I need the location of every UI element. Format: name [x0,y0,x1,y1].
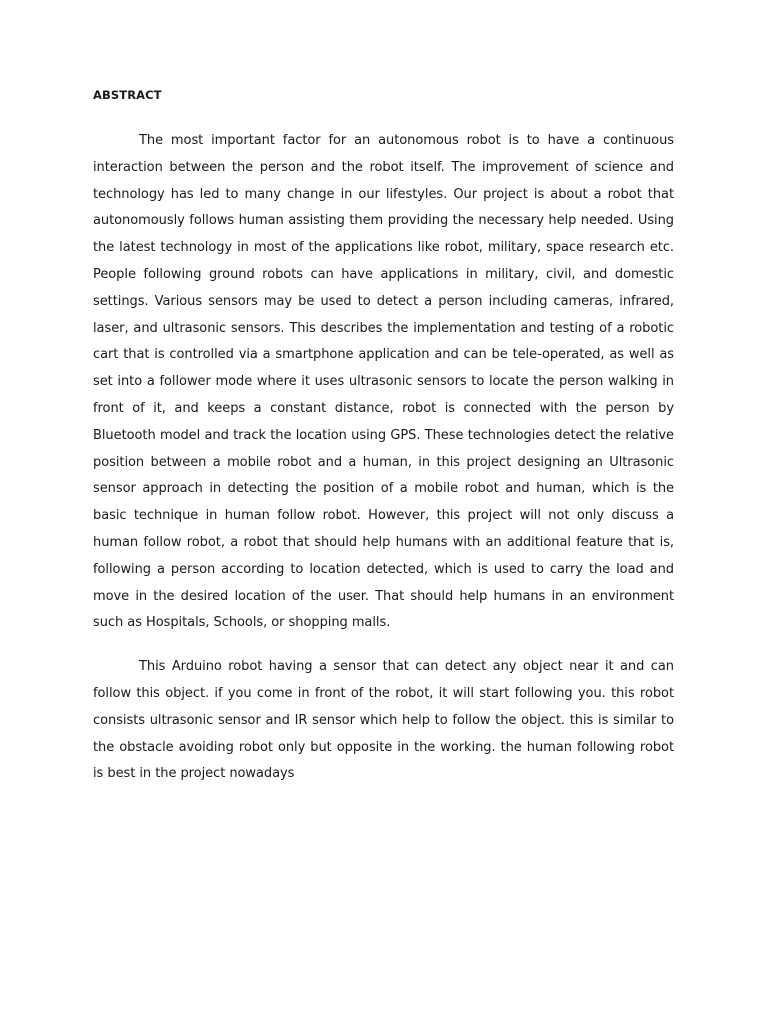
abstract-heading: ABSTRACT [93,88,162,102]
document-body [93,86,674,788]
abstract-paragraph-2: This Arduino robot having a sensor that can detect any object near it and can follow this object. if you come in front of the robot, it will start following you. this robot consists ultrasonic sensor and IR sensor which help to follow the object. this is similar to the obstacle avoiding robot only but opposite in the working. the human following robot is best in the project nowadays [93,659,674,782]
abstract-paragraph-1: The most important factor for an autonomous robot is to have a continuous interaction between the person and the robot itself. The improvement of science and technology has led to many change in our lifestyles. Our project is about a robot that autonomously follows human assisting them providing the necessary help needed. Using the latest technology in most of the applications like robot, military, space research etc. People following ground robots can have applications in military, civil, and domestic settings. Various sensors may be used to detect a person including cameras, infrared, laser, and ultrasonic sensors. This describes the implementation and testing of a robotic cart that is controlled via a smartphone application and can be tele-operated, as well as set into a follower mode where it uses ultrasonic sensors to locate the person walking in front of it, and keeps a constant distance, robot is connected with the person by Bluetooth model and track the location using GPS. These technologies detect the relative position between a mobile robot and a human, in this project designing an Ultrasonic sensor approach in detecting the position of a mobile robot and human, which is the basic technique in human follow robot. However, this project will not only discuss a human follow robot, a robot that should help humans with an additional feature that is, following a person according to location detected, which is used to carry the load and move in the desired location of the user. That should help humans in an environment such as Hospitals, Schools, or shopping malls. [93,133,674,631]
